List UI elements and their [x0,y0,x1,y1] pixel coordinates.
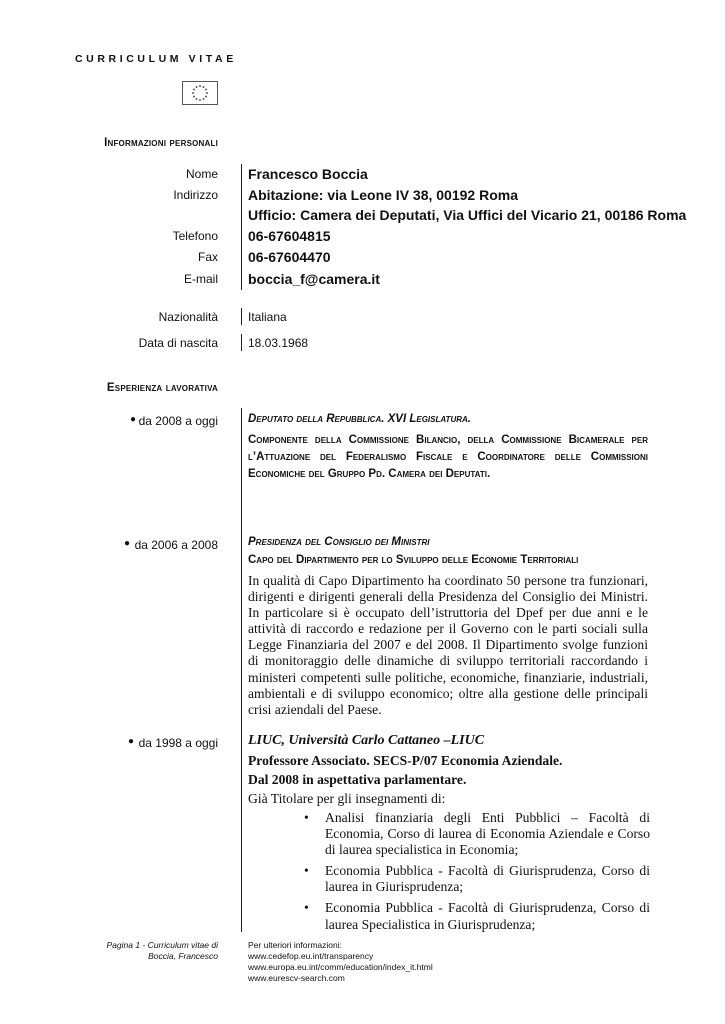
period-entry-3: da 1998 a oggi [138,736,218,750]
personal-divider [241,164,242,290]
value-nazionalita: Italiana [248,310,287,324]
course-2: Economia Pubblica - Facoltà di Giurisprudenza, Corso di laurea in Giurisprudenza; [325,863,650,895]
value-telefono: 06-67604815 [248,228,331,244]
period-entry-1: da 2008 a oggi [138,414,218,428]
footer-page-line2: Boccia, Francesco [148,951,218,961]
bullet-entry-1-icon: ● [130,414,137,425]
course-1: Analisi finanziaria degli Enti Pubblici – Facoltà di Economia, Corso di laurea di Economia Aziendale e Corso di laurea specialistica in Economia; [325,810,650,858]
bullet-icon: • [304,900,309,916]
label-indirizzo: Indirizzo [173,188,218,202]
value-indirizzo-home: Abitazione: via Leone IV 38, 00192 Roma [248,187,518,203]
role-entry-1: Componente della Commissione Bilancio, della Commissione Bicamerale per l’Attuazione del Federalismo Fiscale e Coordinatore delle Commissioni Economiche del Gruppo Pd. Camera dei Deputati. [248,434,648,480]
footer-page-line1: Pagina 1 - Curriculum vitae di [106,940,218,950]
footer-link-2[interactable]: www.europa.eu.int/comm/education/index_it.html [248,962,433,972]
list-item [300,863,650,895]
eu-stars-icon [183,82,217,104]
footer-info-title: Per ulteriori informazioni: [248,940,343,950]
value-indirizzo-office: Ufficio: Camera dei Deputati, Via Uffici del Vicario 21, 00186 Roma [248,207,687,223]
value-fax: 06-67604470 [248,249,331,265]
eu-flag-icon [182,81,218,105]
intro-entry-3: Già Titolare per gli insegnamenti di: [248,791,446,806]
footer-link-1[interactable]: www.cedefop.eu.int/transparency [248,951,374,961]
employer-entry-2: Presidenza del Consiglio dei Ministri [248,536,430,548]
label-nome: Nome [185,167,218,181]
description-entry-2: In qualità di Capo Dipartimento ha coordinato 50 persone tra funzionari, dirigenti e dirigenti generali della Presidenza del Consiglio dei Ministri. In particolare si è occupato dell’istruttoria del Dpef per due anni e le attività di raccordo e redazione per il Governo con le parti sociali sulla Legge Finanziaria del 2007 e del 2008. Il Dipartimento svolge funzioni di monitoraggio delle dinamiche di sviluppo territoriali raccordando i ministeri competenti sulle politiche, economiche, finanziarie, industriali, ambientali e di sviluppo economico; oltre alla gestione delle principali crisi aziendali del Paese. [248,573,648,717]
footer-page-info [107,940,219,962]
course-3: Economia Pubblica - Facoltà di Giurisprudenza, Corso di laurea Specialistica in Giurisprudenza; [325,900,650,932]
footer-link-3[interactable]: www.eurescv-search.com [248,973,345,983]
list-item [300,810,650,858]
cv-title: CURRICULUM VITAE [75,53,237,65]
value-data-nascita: 18.03.1968 [248,336,309,350]
label-email: E-mail [183,272,218,286]
label-fax: Fax [197,250,218,264]
value-email: boccia_f@camera.it [248,271,380,287]
label-telefono: Telefono [172,229,218,243]
employer-entry-3: LIUC, Università Carlo Cattaneo –LIUC [248,733,485,748]
courses-list [300,810,650,938]
bullet-icon: • [304,810,309,825]
period-entry-2: da 2006 a 2008 [134,538,218,552]
role2-entry-3: Dal 2008 in aspettativa parlamentare. [248,772,467,787]
role-entry-3: Professore Associato. SECS-P/07 Economia Aziendale. [248,753,563,768]
nationality-divider [241,308,242,325]
label-nazionalita: Nazionalità [158,310,218,324]
employer-entry-1: Deputato della Repubblica. XVI Legislatura. [248,413,471,425]
section-title-personal: Informazioni personali [104,137,218,149]
value-nome: Francesco Boccia [248,166,368,182]
experience-divider [241,408,242,932]
birthdate-divider [241,334,242,351]
bullet-icon: • [304,863,309,879]
list-item [300,900,650,932]
label-data-nascita: Data di nascita [138,336,218,350]
section-title-experience: Esperienza lavorativa [106,382,218,394]
footer-links [248,940,433,984]
bullet-entry-3-icon: ● [128,736,135,747]
role-entry-2: Capo del Dipartimento per lo Sviluppo delle Economie Territoriali [248,554,579,566]
bullet-entry-2-icon: ● [124,538,131,549]
